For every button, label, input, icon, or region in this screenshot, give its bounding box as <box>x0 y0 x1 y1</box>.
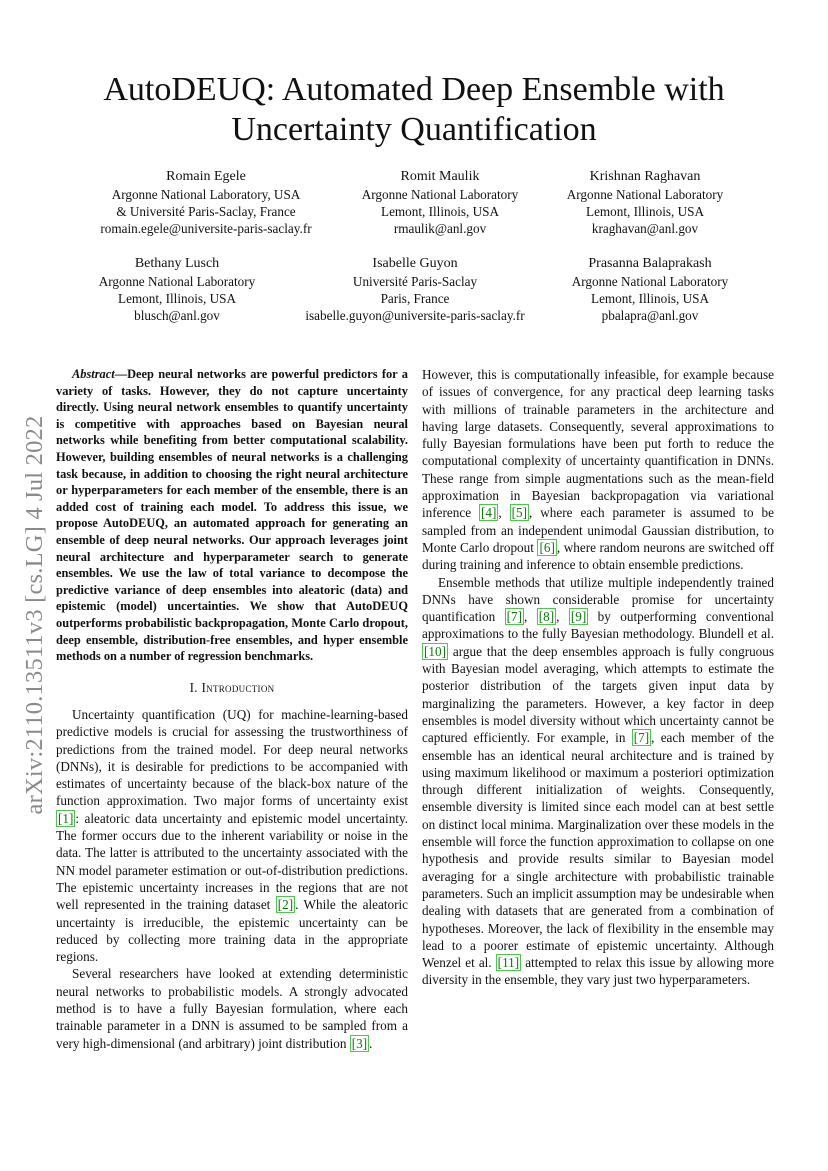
text-run: Ensemble methods that utilize multiple independently trained DNNs have shown considerable promise for uncertainty quantification <box>422 574 774 625</box>
author-block <box>544 168 746 237</box>
author-affiliation: Argonne National Laboratory <box>361 187 519 202</box>
text-run: However, this is computationally infeasible, for example because of issues of convergence, for any practical deep learning tasks with millions of trainable parameters in the architecture and having large datasets. Consequently, several approximations to fully Bayesian formulations have been put forth to reduce the computational complexity of uncertainty quantification in DNNs. These range from simple augmentations such as the mean-field approximation in Bayesian backpropagation via variational inference <box>422 367 774 521</box>
author-email[interactable]: romain.egele@universite-paris-saclay.fr <box>100 221 312 236</box>
citation-link[interactable]: [11] <box>497 955 520 971</box>
paragraph <box>422 366 774 574</box>
text-run: , <box>498 505 510 521</box>
author-affiliation: Lemont, Illinois, USA <box>591 291 709 306</box>
text-run: , <box>556 609 569 625</box>
author-name: Romain Egele <box>166 169 246 184</box>
text-run: Several researchers have looked at extending deterministic neural networks to probabilistic models. A strongly advocated method is to have a fully Bayesian formulation, where each trainable parameter in a DNN is assumed to be sampled from a very high-dimensional (and arbitrary) joint distribution <box>56 966 408 1051</box>
author-affiliation: Lemont, Illinois, USA <box>118 291 236 306</box>
right-column <box>422 366 774 989</box>
citation-link[interactable]: [5] <box>511 505 528 521</box>
paragraph <box>56 706 408 965</box>
citation-link[interactable]: [9] <box>570 609 587 625</box>
text-run: attempted to relax this issue by allowing more diversity in the ensemble, they vary just two hyperparameters. <box>422 955 774 988</box>
arxiv-identifier-text: arXiv:2110.13511v3 [cs.LG] 4 Jul 2022 <box>21 415 48 815</box>
author-email[interactable]: kraghavan@anl.gov <box>591 221 699 236</box>
section-heading: I. Introduction <box>189 679 275 695</box>
author-block <box>76 255 278 324</box>
author-block <box>286 255 544 324</box>
text-run: : aleatoric data uncertainty and epistemic model uncertainty. The former occurs due to the inherent variability or noise in the data. The latter is attributed to the uncertainty associated with the NN model parameter estimation or out-of-distribution predictions. The epistemic uncertainty increases in the regions that are not well represented in the training dataset <box>56 810 408 913</box>
author-affiliation: Lemont, Illinois, USA <box>586 204 704 219</box>
citation-link[interactable]: [4] <box>481 505 497 521</box>
citation-link[interactable]: [8] <box>538 609 555 625</box>
author-affiliation: Argonne National Laboratory, USA <box>111 187 301 202</box>
author-block <box>80 168 332 237</box>
author-affiliation: Argonne National Laboratory <box>98 274 256 289</box>
paper-title: AutoDEUQ: Automated Deep Ensemble with Uncertainty Quantification <box>103 71 725 148</box>
text-run: , where each parameter is assumed to be sampled from an independent unimodal Gaussian distribution, to Monte Carlo dropout <box>422 505 774 555</box>
text-run: Uncertainty quantification (UQ) for machine-learning-based predictive models is crucial for assessing the trustworthiness of predictions from the trained model. For deep neural networks (DNNs), it is desirable for predictions to be accompanied with estimates of uncertainty because of the black-box nature of the function approximation. Two major forms of uncertainty exist <box>56 706 408 809</box>
author-affiliation: & Université Paris-Saclay, France <box>116 204 296 219</box>
text-run: , where random neurons are switched off during training and inference to obtain ensemble predictions. <box>422 539 774 573</box>
author-name: Romit Maulik <box>400 169 480 184</box>
text-run: , each member of the ensemble has an identical neural architecture and is trained by using maximum likelihood or maximum a posteriori optimization through different initialization of weights. Consequently, ensemble diversity is limited since each model can at best settle on distinct local minima. Marginalization over these models in the ensemble will force the function approximation to collapse on one hypothesis and provide results similar to Bayesian model averaging for a single architecture with probabilistic trainable parameters. Such an implicit assumption may be undesirable when dealing with datasets that are generated from a combination of hypotheses. Moreover, the lack of flexibility in the ensemble may lead to a poorer estimate of epistemic uncertainty. Although Wenzel et al. <box>422 730 774 971</box>
author-block <box>548 255 752 324</box>
left-column <box>56 366 408 1052</box>
author-affiliation: Argonne National Laboratory <box>566 187 724 202</box>
text-run: argue that the deep ensembles approach is fully congruous with Bayesian model averaging, which attempts to estimate the posterior distribution of the targets given input data by marginalizing the parameters. However, a key factor in deep ensembles is model diversity without which uncertainty cannot be captured efficiently. For example, in <box>422 643 774 746</box>
citation-link[interactable]: [2] <box>277 897 294 913</box>
text-run: , <box>524 609 537 625</box>
author-affiliation: Université Paris-Saclay <box>352 274 478 289</box>
paragraph <box>56 965 408 1051</box>
text-run: by outperforming conventional approximations to the fully Bayesian methodology. Blundell et al. <box>422 609 774 642</box>
text-run: . While the aleatoric uncertainty is irreducible, the epistemic uncertainty can be reduced by collecting more training data in the appropriate regions. <box>56 897 409 965</box>
paragraph <box>422 574 774 989</box>
author-block <box>334 168 546 237</box>
citation-link[interactable]: [1] <box>58 810 74 826</box>
citation-link[interactable]: [7] <box>506 609 523 625</box>
author-name: Isabelle Guyon <box>372 256 458 271</box>
author-affiliation: Paris, France <box>380 291 450 306</box>
abstract <box>56 366 408 665</box>
author-email[interactable]: rmaulik@anl.gov <box>393 221 487 236</box>
author-name: Prasanna Balaprakash <box>588 256 712 271</box>
abstract-lead: Abstract <box>72 367 115 381</box>
author-affiliation: Lemont, Illinois, USA <box>381 204 499 219</box>
citation-link[interactable]: [10] <box>424 643 446 659</box>
author-name: Bethany Lusch <box>134 256 220 271</box>
citation-link[interactable]: [6] <box>539 539 555 555</box>
arxiv-identifier <box>18 380 52 850</box>
abstract-text: —Deep neural networks are powerful predictors for a variety of tasks. However, they do not capture uncertainty directly. Using neural network ensembles to quantify uncertainty is competitive with approaches based on Bayesian neural networks while benefiting from better computational scalability. However, building ensembles of neural networks is a challenging task because, in addition to choosing the right neural architecture or hyperparameters for each member of the ensemble, there is an added cost of training each model. To address this issue, we propose AutoDEUQ, an automated approach for generating an ensemble of deep neural networks. Our approach leverages joint neural architecture and hyperparameter search to generate ensembles. We use the law of total variance to decompose the predictive variance of deep ensembles into aleatoric (data) and epistemic (model) uncertainties. We show that AutoDEUQ outperforms probabilistic backpropagation, Monte Carlo dropout, deep ensemble, distribution-free ensembles, and hyper ensemble methods on a number of regression benchmarks. <box>56 367 408 664</box>
citation-link[interactable]: [7] <box>633 730 650 746</box>
text-run: . <box>369 1035 373 1051</box>
author-affiliation: Argonne National Laboratory <box>571 274 729 289</box>
author-email[interactable]: isabelle.guyon@universite-paris-saclay.fr <box>305 308 525 323</box>
author-email[interactable]: blusch@anl.gov <box>134 308 220 323</box>
author-email[interactable]: pbalapra@anl.gov <box>601 308 699 323</box>
author-name: Krishnan Raghavan <box>589 169 701 184</box>
citation-link[interactable]: [3] <box>351 1035 368 1051</box>
